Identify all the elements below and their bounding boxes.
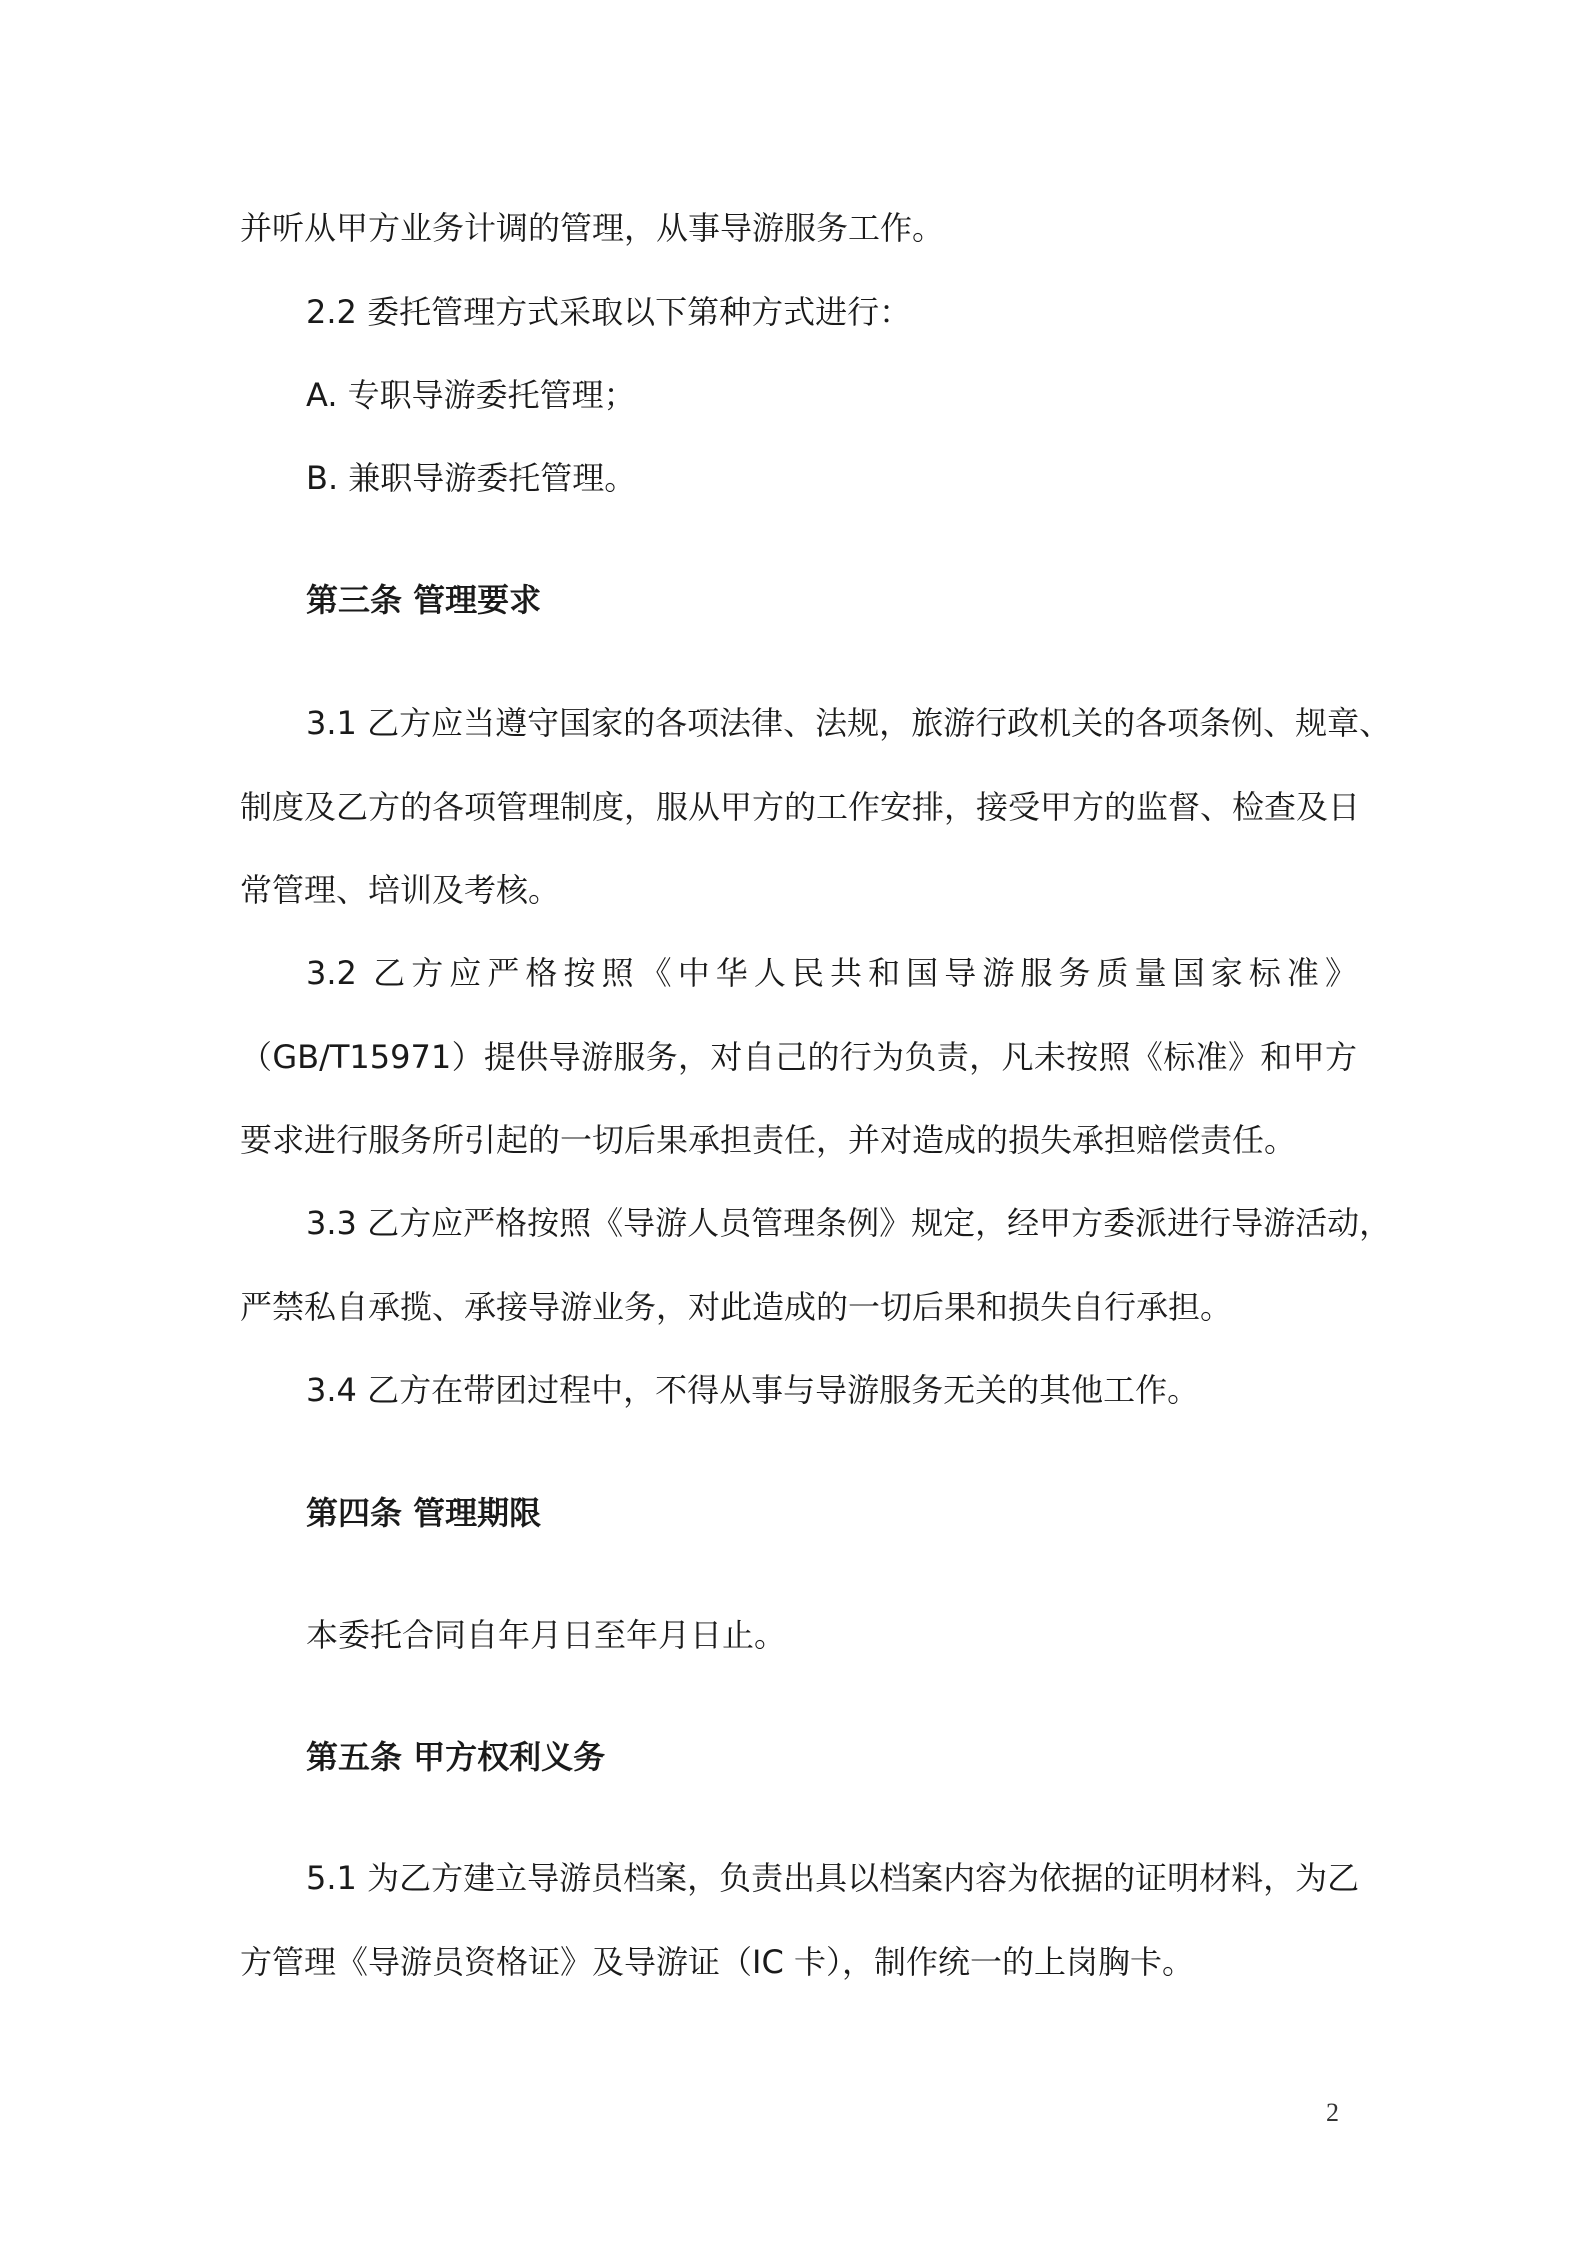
- paragraph-line: 3.2 乙方应严格按照《中华人民共和国导游服务质量国家标准》: [306, 954, 1357, 992]
- paragraph-line: 制度及乙方的各项管理制度，服从甲方的工作安排，接受甲方的监督、检查及日: [240, 788, 1361, 826]
- paragraph-line: 常管理、培训及考核。: [240, 871, 561, 909]
- paragraph-line: 3.4 乙方在带团过程中，不得从事与导游服务无关的其他工作。: [306, 1371, 1200, 1409]
- paragraph-line: 严禁私自承揽、承接导游业务，对此造成的一切后果和损失自行承担。: [240, 1288, 1233, 1326]
- paragraph-line: 5.1 为乙方建立导游员档案，负责出具以档案内容为依据的证明材料，为乙: [306, 1859, 1360, 1897]
- section-heading: 第三条 管理要求: [306, 581, 542, 619]
- paragraph-line: 2.2 委托管理方式采取以下第种方式进行：: [306, 293, 912, 331]
- paragraph-line: （GB/T15971）提供导游服务，对自己的行为负责，凡未按照《标准》和甲方: [240, 1038, 1357, 1076]
- section-heading: 第五条 甲方权利义务: [306, 1738, 606, 1776]
- list-item: B. 兼职导游委托管理。: [306, 459, 637, 497]
- paragraph-line: 要求进行服务所引起的一切后果承担责任，并对造成的损失承担赔偿责任。: [240, 1121, 1297, 1159]
- list-item: A. 专职导游委托管理；: [306, 376, 636, 414]
- paragraph-line: 本委托合同自年月日至年月日止。: [306, 1616, 787, 1654]
- paragraph-line: 3.3 乙方应严格按照《导游人员管理条例》规定，经甲方委派进行导游活动，: [306, 1204, 1392, 1242]
- paragraph-line: 并听从甲方业务计调的管理，从事导游服务工作。: [240, 209, 945, 247]
- paragraph-line: 方管理《导游员资格证》及导游证（IC 卡），制作统一的上岗胸卡。: [240, 1943, 1194, 1981]
- page-number: 2: [1326, 2098, 1339, 2127]
- section-heading: 第四条 管理期限: [306, 1494, 542, 1532]
- paragraph-line: 3.1 乙方应当遵守国家的各项法律、法规，旅游行政机关的各项条例、规章、: [306, 704, 1392, 742]
